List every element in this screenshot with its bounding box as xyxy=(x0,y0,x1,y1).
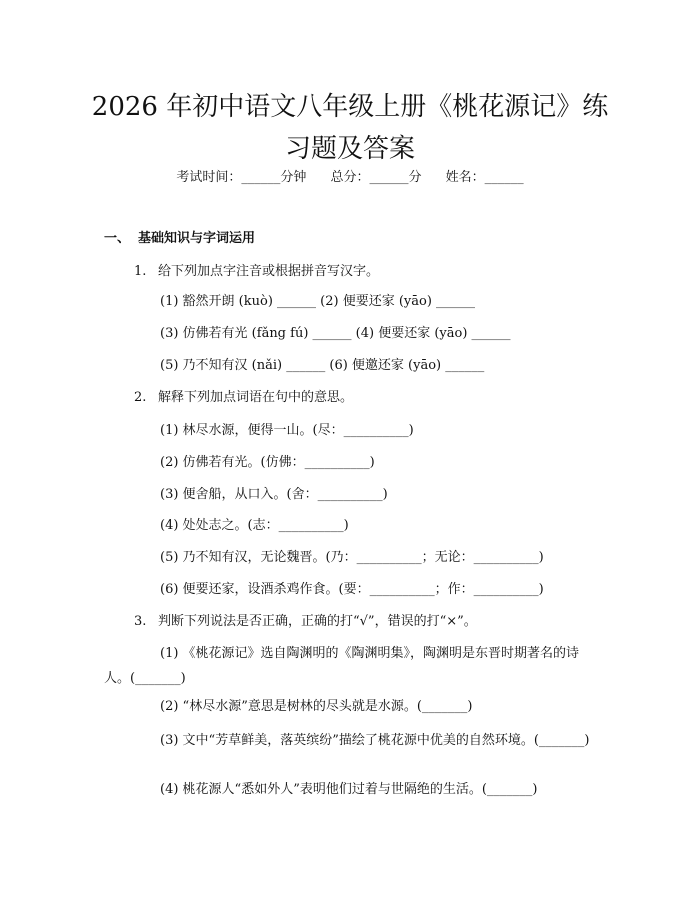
question-number: 2. xyxy=(134,390,147,405)
question-3-line-3: (3) 文中“芳草鲜美，落英缤纷”描绘了桃花源中优美的自然环境。(_______) xyxy=(160,733,590,748)
section-heading xyxy=(104,229,255,249)
question-1 xyxy=(134,262,379,282)
question-2-line-2: (2) 仿佛若有光。(仿佛：__________) xyxy=(160,455,375,470)
question-2 xyxy=(134,388,353,408)
question-3 xyxy=(134,612,477,632)
question-2-line-3: (3) 便舍船，从口入。(舍：__________) xyxy=(160,487,388,502)
question-2-line-5: (5) 乃不知有汉，无论魏晋。(乃：__________；无论：__________) xyxy=(160,550,544,565)
exam-time: 考试时间：______分钟 xyxy=(176,170,307,185)
question-text: 解释下列加点词语在句中的意思。 xyxy=(158,390,354,405)
question-3-line-1: (1) 《桃花源记》选自陶渊明的《陶渊明集》，陶渊明是东晋时期著名的诗人。(_______) xyxy=(104,646,580,686)
question-text: 给下列加点字注音或根据拼音写汉字。 xyxy=(158,264,380,279)
question-text: 判断下列说法是否正确，正确的打“√”，错误的打“×”。 xyxy=(158,614,477,629)
section-title: 基础知识与字词运用 xyxy=(138,231,256,246)
student-name: 姓名：______ xyxy=(445,170,524,185)
exam-score: 总分：______分 xyxy=(330,170,422,185)
question-1-line-2: (3) 仿佛若有光 (fǎng fú) ______ (4) 便要还家 (yāo) ______ xyxy=(160,326,511,341)
question-1-line-3: (5) 乃不知有汉 (nǎi) ______ (6) 便邀还家 (yāo) ______ xyxy=(160,358,485,373)
question-2-line-6: (6) 便要还家，设酒杀鸡作食。(要：__________；作：__________) xyxy=(160,582,544,597)
section-number: 一、 xyxy=(104,231,131,246)
question-1-line-1: (1) 豁然开朗 (kuò) ______ (2) 便要还家 (yāo) ______ xyxy=(160,294,476,309)
exam-meta xyxy=(0,168,700,188)
question-2-line-1: (1) 林尽水源，便得一山。(尽：__________) xyxy=(160,423,414,438)
question-number: 3. xyxy=(134,614,147,629)
question-2-line-4: (4) 处处志之。(志：__________) xyxy=(160,518,349,533)
question-number: 1. xyxy=(134,264,147,279)
document-title: 2026 年初中语文八年级上册《桃花源记》练习题及答案 xyxy=(91,92,609,164)
question-3-line-2: (2) “林尽水源”意思是树林的尽头就是水源。(_______) xyxy=(160,699,473,714)
question-3-line-4: (4) 桃花源人“悉如外人”表明他们过着与世隔绝的生活。(_______) xyxy=(160,782,538,797)
